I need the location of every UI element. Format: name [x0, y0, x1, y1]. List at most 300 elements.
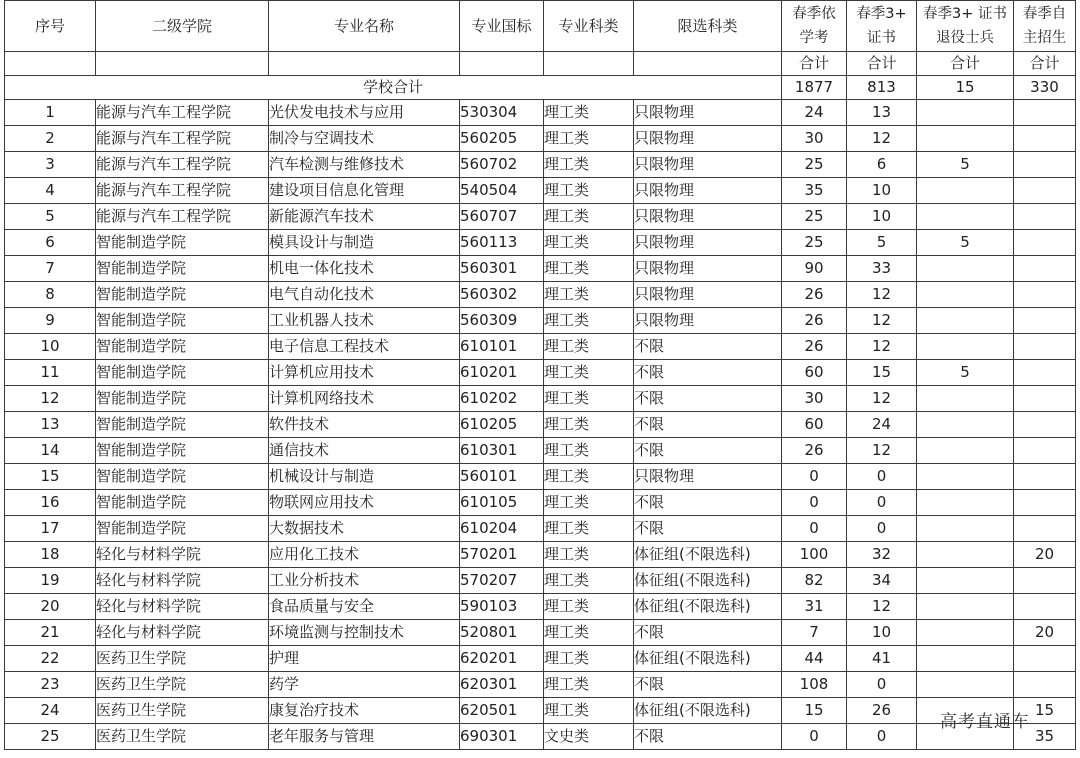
row-subject: 体征组(不限选科) [634, 594, 782, 620]
row-code: 620501 [460, 698, 544, 724]
row-spring-independent [1014, 594, 1076, 620]
table-row [5, 724, 1076, 750]
row-college: 能源与汽车工程学院 [96, 126, 269, 152]
row-spring-3plus-cert: 34 [847, 568, 917, 594]
row-spring-veteran [917, 438, 1014, 464]
row-code: 610205 [460, 412, 544, 438]
row-subject: 只限物理 [634, 230, 782, 256]
row-major: 计算机应用技术 [269, 360, 460, 386]
row-major: 药学 [269, 672, 460, 698]
header-subject: 限选科类 [634, 1, 782, 52]
row-college: 智能制造学院 [96, 230, 269, 256]
row-subject: 只限物理 [634, 152, 782, 178]
row-college: 轻化与材料学院 [96, 594, 269, 620]
row-college: 轻化与材料学院 [96, 542, 269, 568]
row-spring-veteran [917, 126, 1014, 152]
row-seq: 13 [5, 412, 96, 438]
table-row [5, 178, 1076, 204]
row-subject: 不限 [634, 360, 782, 386]
row-subject: 不限 [634, 412, 782, 438]
table-row [5, 386, 1076, 412]
row-seq: 15 [5, 464, 96, 490]
row-spring-veteran [917, 594, 1014, 620]
header-spring-academic [782, 1, 847, 52]
row-spring-3plus-cert: 12 [847, 282, 917, 308]
row-category: 理工类 [544, 152, 634, 178]
school-total-c3: 15 [917, 76, 1014, 100]
table-row [5, 230, 1076, 256]
row-major: 新能源汽车技术 [269, 204, 460, 230]
row-spring-academic: 30 [782, 126, 847, 152]
header-row [5, 1, 1076, 52]
row-spring-independent [1014, 568, 1076, 594]
row-spring-independent [1014, 646, 1076, 672]
school-total-c1: 1877 [782, 76, 847, 100]
subheader-total-2: 合计 [847, 52, 917, 76]
row-spring-academic: 35 [782, 178, 847, 204]
school-total-row [5, 76, 1076, 100]
row-seq: 3 [5, 152, 96, 178]
row-category: 理工类 [544, 464, 634, 490]
row-spring-independent [1014, 100, 1076, 126]
table-row [5, 568, 1076, 594]
subheader-row [5, 52, 1076, 76]
subheader-blank [5, 52, 96, 76]
row-spring-3plus-cert: 12 [847, 438, 917, 464]
row-seq: 6 [5, 230, 96, 256]
row-college: 能源与汽车工程学院 [96, 152, 269, 178]
subheader-blank [634, 52, 782, 76]
table-row [5, 334, 1076, 360]
row-spring-academic: 26 [782, 308, 847, 334]
row-subject: 只限物理 [634, 100, 782, 126]
table-row [5, 438, 1076, 464]
row-major: 老年服务与管理 [269, 724, 460, 750]
row-spring-3plus-cert: 24 [847, 412, 917, 438]
row-seq: 2 [5, 126, 96, 152]
row-major: 工业分析技术 [269, 568, 460, 594]
row-college: 智能制造学院 [96, 438, 269, 464]
row-spring-3plus-cert: 10 [847, 178, 917, 204]
table-row [5, 282, 1076, 308]
row-spring-3plus-cert: 12 [847, 386, 917, 412]
row-spring-academic: 26 [782, 282, 847, 308]
subheader-blank [269, 52, 460, 76]
header-code: 专业国标 [460, 1, 544, 52]
row-spring-3plus-cert: 6 [847, 152, 917, 178]
row-major: 模具设计与制造 [269, 230, 460, 256]
row-code: 610105 [460, 490, 544, 516]
table-row [5, 516, 1076, 542]
table-row [5, 126, 1076, 152]
row-spring-veteran [917, 256, 1014, 282]
row-spring-independent [1014, 672, 1076, 698]
row-code: 540504 [460, 178, 544, 204]
row-spring-veteran [917, 282, 1014, 308]
row-spring-3plus-cert: 13 [847, 100, 917, 126]
subheader-total-3: 合计 [917, 52, 1014, 76]
row-code: 560205 [460, 126, 544, 152]
row-spring-3plus-cert: 5 [847, 230, 917, 256]
header-spring-veteran-line2: 退役士兵 [936, 30, 994, 46]
row-code: 620201 [460, 646, 544, 672]
row-spring-veteran: 5 [917, 360, 1014, 386]
row-code: 610201 [460, 360, 544, 386]
row-subject: 只限物理 [634, 282, 782, 308]
row-code: 560101 [460, 464, 544, 490]
table-row [5, 594, 1076, 620]
row-spring-veteran [917, 464, 1014, 490]
row-spring-veteran [917, 178, 1014, 204]
row-subject: 只限物理 [634, 204, 782, 230]
row-spring-3plus-cert: 33 [847, 256, 917, 282]
row-major: 制冷与空调技术 [269, 126, 460, 152]
row-category: 理工类 [544, 308, 634, 334]
row-category: 理工类 [544, 620, 634, 646]
row-spring-independent [1014, 386, 1076, 412]
row-spring-academic: 30 [782, 386, 847, 412]
row-category: 理工类 [544, 646, 634, 672]
row-code: 560702 [460, 152, 544, 178]
row-spring-3plus-cert: 12 [847, 126, 917, 152]
row-code: 610204 [460, 516, 544, 542]
row-spring-3plus-cert: 12 [847, 334, 917, 360]
row-spring-3plus-cert: 12 [847, 308, 917, 334]
row-spring-veteran [917, 672, 1014, 698]
row-spring-independent [1014, 282, 1076, 308]
row-subject: 不限 [634, 386, 782, 412]
row-subject: 只限物理 [634, 126, 782, 152]
table-row [5, 412, 1076, 438]
row-college: 医药卫生学院 [96, 672, 269, 698]
row-category: 理工类 [544, 412, 634, 438]
row-college: 能源与汽车工程学院 [96, 178, 269, 204]
table-row [5, 542, 1076, 568]
row-college: 智能制造学院 [96, 412, 269, 438]
row-category: 理工类 [544, 516, 634, 542]
row-major: 应用化工技术 [269, 542, 460, 568]
header-spring-independent-line2: 主招生 [1022, 30, 1067, 46]
header-spring-3plus-cert-line2: 证书 [867, 30, 896, 46]
row-spring-independent [1014, 464, 1076, 490]
row-spring-veteran [917, 334, 1014, 360]
row-college: 医药卫生学院 [96, 724, 269, 750]
row-spring-veteran [917, 100, 1014, 126]
row-major: 电子信息工程技术 [269, 334, 460, 360]
subheader-blank [96, 52, 269, 76]
row-subject: 不限 [634, 516, 782, 542]
school-total-label: 学校合计 [5, 76, 782, 100]
row-spring-academic: 0 [782, 724, 847, 750]
table-row [5, 152, 1076, 178]
row-category: 理工类 [544, 230, 634, 256]
row-code: 690301 [460, 724, 544, 750]
row-spring-academic: 44 [782, 646, 847, 672]
row-category: 理工类 [544, 542, 634, 568]
row-spring-3plus-cert: 32 [847, 542, 917, 568]
subheader-blank [544, 52, 634, 76]
row-seq: 17 [5, 516, 96, 542]
row-subject: 体征组(不限选科) [634, 542, 782, 568]
row-spring-veteran [917, 490, 1014, 516]
header-spring-academic-line1: 春季依 [792, 6, 836, 22]
row-code: 560309 [460, 308, 544, 334]
row-spring-veteran [917, 204, 1014, 230]
table-row [5, 308, 1076, 334]
row-subject: 体征组(不限选科) [634, 646, 782, 672]
row-category: 理工类 [544, 438, 634, 464]
row-code: 560113 [460, 230, 544, 256]
row-seq: 20 [5, 594, 96, 620]
row-code: 570201 [460, 542, 544, 568]
row-spring-independent [1014, 152, 1076, 178]
row-college: 轻化与材料学院 [96, 620, 269, 646]
row-major: 食品质量与安全 [269, 594, 460, 620]
row-spring-independent [1014, 178, 1076, 204]
row-code: 560301 [460, 256, 544, 282]
row-college: 智能制造学院 [96, 256, 269, 282]
row-major: 工业机器人技术 [269, 308, 460, 334]
table-row [5, 620, 1076, 646]
row-spring-academic: 90 [782, 256, 847, 282]
row-category: 理工类 [544, 360, 634, 386]
row-college: 智能制造学院 [96, 282, 269, 308]
row-category: 理工类 [544, 672, 634, 698]
row-college: 智能制造学院 [96, 360, 269, 386]
row-spring-independent [1014, 490, 1076, 516]
row-spring-independent [1014, 360, 1076, 386]
row-spring-3plus-cert: 15 [847, 360, 917, 386]
row-major: 环境监测与控制技术 [269, 620, 460, 646]
row-spring-independent [1014, 516, 1076, 542]
subheader-blank [460, 52, 544, 76]
row-college: 轻化与材料学院 [96, 568, 269, 594]
row-spring-academic: 15 [782, 698, 847, 724]
row-seq: 21 [5, 620, 96, 646]
row-spring-veteran [917, 516, 1014, 542]
row-category: 理工类 [544, 386, 634, 412]
row-subject: 只限物理 [634, 178, 782, 204]
row-major: 机械设计与制造 [269, 464, 460, 490]
row-college: 智能制造学院 [96, 334, 269, 360]
row-category: 理工类 [544, 568, 634, 594]
row-spring-independent [1014, 334, 1076, 360]
row-seq: 19 [5, 568, 96, 594]
row-spring-independent [1014, 230, 1076, 256]
row-code: 590103 [460, 594, 544, 620]
row-spring-academic: 26 [782, 438, 847, 464]
row-spring-academic: 25 [782, 152, 847, 178]
enrollment-plan-table [4, 0, 1076, 750]
row-subject: 不限 [634, 620, 782, 646]
row-spring-academic: 25 [782, 230, 847, 256]
row-seq: 5 [5, 204, 96, 230]
row-code: 610202 [460, 386, 544, 412]
row-subject: 不限 [634, 724, 782, 750]
row-spring-3plus-cert: 41 [847, 646, 917, 672]
row-category: 理工类 [544, 256, 634, 282]
row-category: 理工类 [544, 698, 634, 724]
row-seq: 14 [5, 438, 96, 464]
row-spring-veteran [917, 412, 1014, 438]
table-row [5, 646, 1076, 672]
row-spring-academic: 24 [782, 100, 847, 126]
row-spring-veteran: 5 [917, 230, 1014, 256]
row-code: 560302 [460, 282, 544, 308]
row-spring-3plus-cert: 12 [847, 594, 917, 620]
row-spring-academic: 0 [782, 490, 847, 516]
row-major: 电气自动化技术 [269, 282, 460, 308]
row-spring-academic: 7 [782, 620, 847, 646]
row-major: 物联网应用技术 [269, 490, 460, 516]
row-seq: 24 [5, 698, 96, 724]
row-category: 理工类 [544, 100, 634, 126]
row-major: 康复治疗技术 [269, 698, 460, 724]
row-major: 光伏发电技术与应用 [269, 100, 460, 126]
row-seq: 25 [5, 724, 96, 750]
row-spring-independent: 15 [1014, 698, 1076, 724]
row-seq: 4 [5, 178, 96, 204]
row-spring-independent: 20 [1014, 620, 1076, 646]
table-row [5, 204, 1076, 230]
row-seq: 9 [5, 308, 96, 334]
row-seq: 23 [5, 672, 96, 698]
row-code: 520801 [460, 620, 544, 646]
row-seq: 18 [5, 542, 96, 568]
row-college: 智能制造学院 [96, 516, 269, 542]
header-spring-3plus-cert [847, 1, 917, 52]
subheader-total-4: 合计 [1014, 52, 1076, 76]
row-category: 理工类 [544, 334, 634, 360]
row-major: 护理 [269, 646, 460, 672]
row-category: 理工类 [544, 594, 634, 620]
row-code: 610101 [460, 334, 544, 360]
row-major: 机电一体化技术 [269, 256, 460, 282]
row-spring-academic: 31 [782, 594, 847, 620]
row-spring-academic: 82 [782, 568, 847, 594]
row-seq: 7 [5, 256, 96, 282]
table-row [5, 464, 1076, 490]
row-category: 理工类 [544, 178, 634, 204]
row-subject: 只限物理 [634, 464, 782, 490]
subheader-total-1: 合计 [782, 52, 847, 76]
row-college: 能源与汽车工程学院 [96, 204, 269, 230]
row-subject: 不限 [634, 672, 782, 698]
row-category: 理工类 [544, 204, 634, 230]
row-seq: 8 [5, 282, 96, 308]
row-spring-academic: 108 [782, 672, 847, 698]
header-seq: 序号 [5, 1, 96, 52]
table-row [5, 698, 1076, 724]
row-seq: 11 [5, 360, 96, 386]
row-spring-academic: 100 [782, 542, 847, 568]
row-major: 大数据技术 [269, 516, 460, 542]
row-code: 570207 [460, 568, 544, 594]
row-spring-independent [1014, 308, 1076, 334]
table-row [5, 672, 1076, 698]
header-spring-independent [1014, 1, 1076, 52]
table-row [5, 360, 1076, 386]
row-subject: 只限物理 [634, 256, 782, 282]
row-college: 智能制造学院 [96, 386, 269, 412]
row-code: 560707 [460, 204, 544, 230]
header-major: 专业名称 [269, 1, 460, 52]
school-total-c4: 330 [1014, 76, 1076, 100]
row-major: 计算机网络技术 [269, 386, 460, 412]
row-spring-academic: 60 [782, 360, 847, 386]
row-college: 医药卫生学院 [96, 698, 269, 724]
row-spring-veteran [917, 646, 1014, 672]
row-spring-independent [1014, 438, 1076, 464]
header-college: 二级学院 [96, 1, 269, 52]
row-subject: 不限 [634, 334, 782, 360]
row-major: 汽车检测与维修技术 [269, 152, 460, 178]
row-spring-independent [1014, 256, 1076, 282]
row-category: 理工类 [544, 126, 634, 152]
row-spring-independent [1014, 204, 1076, 230]
row-seq: 22 [5, 646, 96, 672]
row-code: 530304 [460, 100, 544, 126]
row-subject: 不限 [634, 438, 782, 464]
row-spring-independent: 20 [1014, 542, 1076, 568]
row-spring-academic: 26 [782, 334, 847, 360]
header-spring-academic-line2: 学考 [799, 30, 829, 46]
row-spring-veteran: 5 [917, 152, 1014, 178]
row-spring-3plus-cert: 0 [847, 490, 917, 516]
header-spring-veteran [917, 1, 1014, 52]
row-spring-3plus-cert: 0 [847, 464, 917, 490]
row-spring-veteran [917, 568, 1014, 594]
row-college: 智能制造学院 [96, 464, 269, 490]
row-spring-academic: 0 [782, 516, 847, 542]
header-spring-3plus-cert-line1: 春季3+ [856, 6, 907, 22]
header-category: 专业科类 [544, 1, 634, 52]
watermark-text: 高考直通车 [940, 712, 1030, 732]
row-category: 理工类 [544, 282, 634, 308]
header-spring-independent-line1: 春季自 [1022, 6, 1067, 22]
row-seq: 12 [5, 386, 96, 412]
school-total-c2: 813 [847, 76, 917, 100]
row-spring-veteran [917, 542, 1014, 568]
row-seq: 10 [5, 334, 96, 360]
row-subject: 只限物理 [634, 308, 782, 334]
row-code: 620301 [460, 672, 544, 698]
row-spring-3plus-cert: 0 [847, 672, 917, 698]
row-category: 理工类 [544, 490, 634, 516]
row-subject: 不限 [634, 490, 782, 516]
row-seq: 1 [5, 100, 96, 126]
row-major: 建设项目信息化管理 [269, 178, 460, 204]
row-spring-3plus-cert: 26 [847, 698, 917, 724]
row-college: 智能制造学院 [96, 308, 269, 334]
table-row [5, 100, 1076, 126]
row-seq: 16 [5, 490, 96, 516]
row-spring-veteran [917, 620, 1014, 646]
row-spring-veteran [917, 308, 1014, 334]
table-row [5, 490, 1076, 516]
row-college: 能源与汽车工程学院 [96, 100, 269, 126]
row-subject: 体征组(不限选科) [634, 568, 782, 594]
table-row [5, 256, 1076, 282]
row-spring-independent [1014, 126, 1076, 152]
row-spring-academic: 25 [782, 204, 847, 230]
row-major: 软件技术 [269, 412, 460, 438]
row-spring-3plus-cert: 10 [847, 204, 917, 230]
row-spring-3plus-cert: 0 [847, 724, 917, 750]
row-category: 文史类 [544, 724, 634, 750]
row-college: 医药卫生学院 [96, 646, 269, 672]
row-spring-academic: 60 [782, 412, 847, 438]
